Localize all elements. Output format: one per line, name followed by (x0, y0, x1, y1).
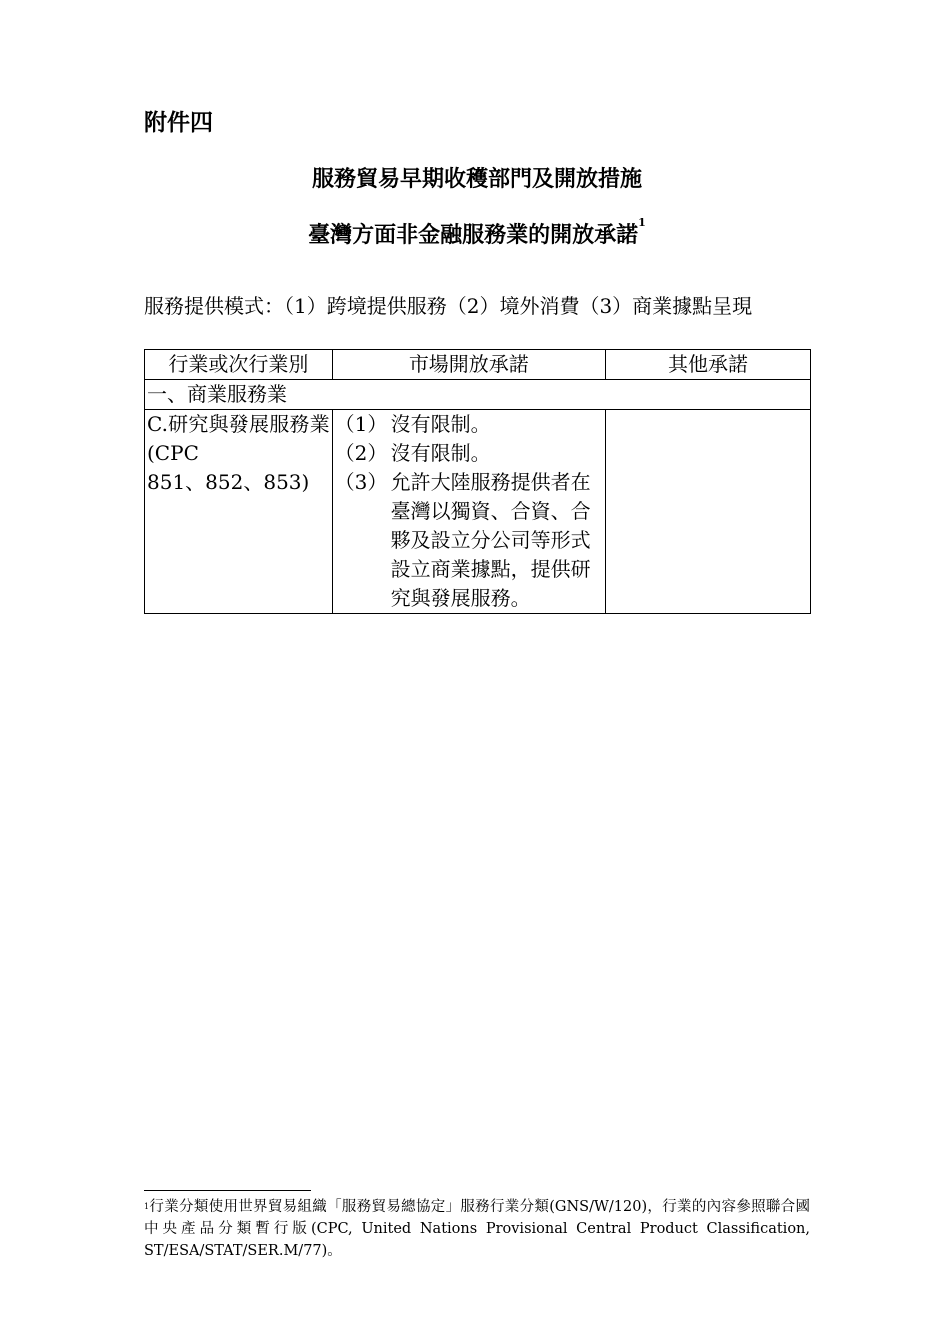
commitments-table (144, 349, 811, 614)
commitment-mode-number: （2） (334, 441, 388, 465)
commitment-list (335, 410, 603, 613)
header-sector: 行業或次行業別 (145, 350, 333, 380)
table-row (145, 410, 811, 614)
section-heading: 一、商業服務業 (145, 380, 811, 410)
annex-label: 附件四 (144, 109, 213, 136)
document-subtitle (144, 218, 810, 249)
document-title: 服務貿易早期收穫部門及開放措施 (311, 166, 642, 192)
document-subtitle-text: 臺灣方面非金融服務業的開放承諾 (308, 222, 639, 248)
other-commitments-cell (605, 410, 810, 614)
table-header-row (145, 350, 811, 380)
footnote (144, 1196, 810, 1262)
footnote-text: 行業分類使用世界貿易組織「服務貿易總協定」服務行業分類(GNS/W/120)，行業的內容參照聯合國中央產品分類暫行版(CPC, United Nations Provisional Central Product Classification, ST/ESA/STAT/SER.M/77)。 (144, 1199, 810, 1259)
commitment-text: 允許大陸服務提供者在臺灣以獨資、合資、合夥及設立分公司等形式設立商業據點，提供研究與發展服務。 (390, 470, 591, 610)
list-item (335, 468, 603, 613)
commitment-mode-number: （3） (334, 470, 388, 494)
footnote-reference[interactable]: 1 (638, 216, 646, 229)
supply-mode-text: 服務提供模式：（1）跨境提供服務（2）境外消費（3）商業據點呈現 (144, 294, 753, 318)
section-heading-row (145, 380, 811, 410)
header-other-commitments: 其他承諾 (605, 350, 810, 380)
footnote-divider (144, 1190, 311, 1191)
sector-cpc-codes: 851、852、853) (147, 470, 310, 494)
commitment-text: 沒有限制。 (390, 441, 491, 465)
list-item (335, 439, 603, 468)
sector-name: C.研究與發展服務業 (CPC (147, 412, 330, 465)
footnote-mark: 1 (144, 1202, 150, 1211)
sector-cell (145, 410, 333, 614)
commitment-mode-number: （1） (334, 412, 388, 436)
market-access-cell (332, 410, 605, 614)
commitment-text: 沒有限制。 (390, 412, 491, 436)
list-item (335, 410, 603, 439)
header-market-access: 市場開放承諾 (332, 350, 605, 380)
